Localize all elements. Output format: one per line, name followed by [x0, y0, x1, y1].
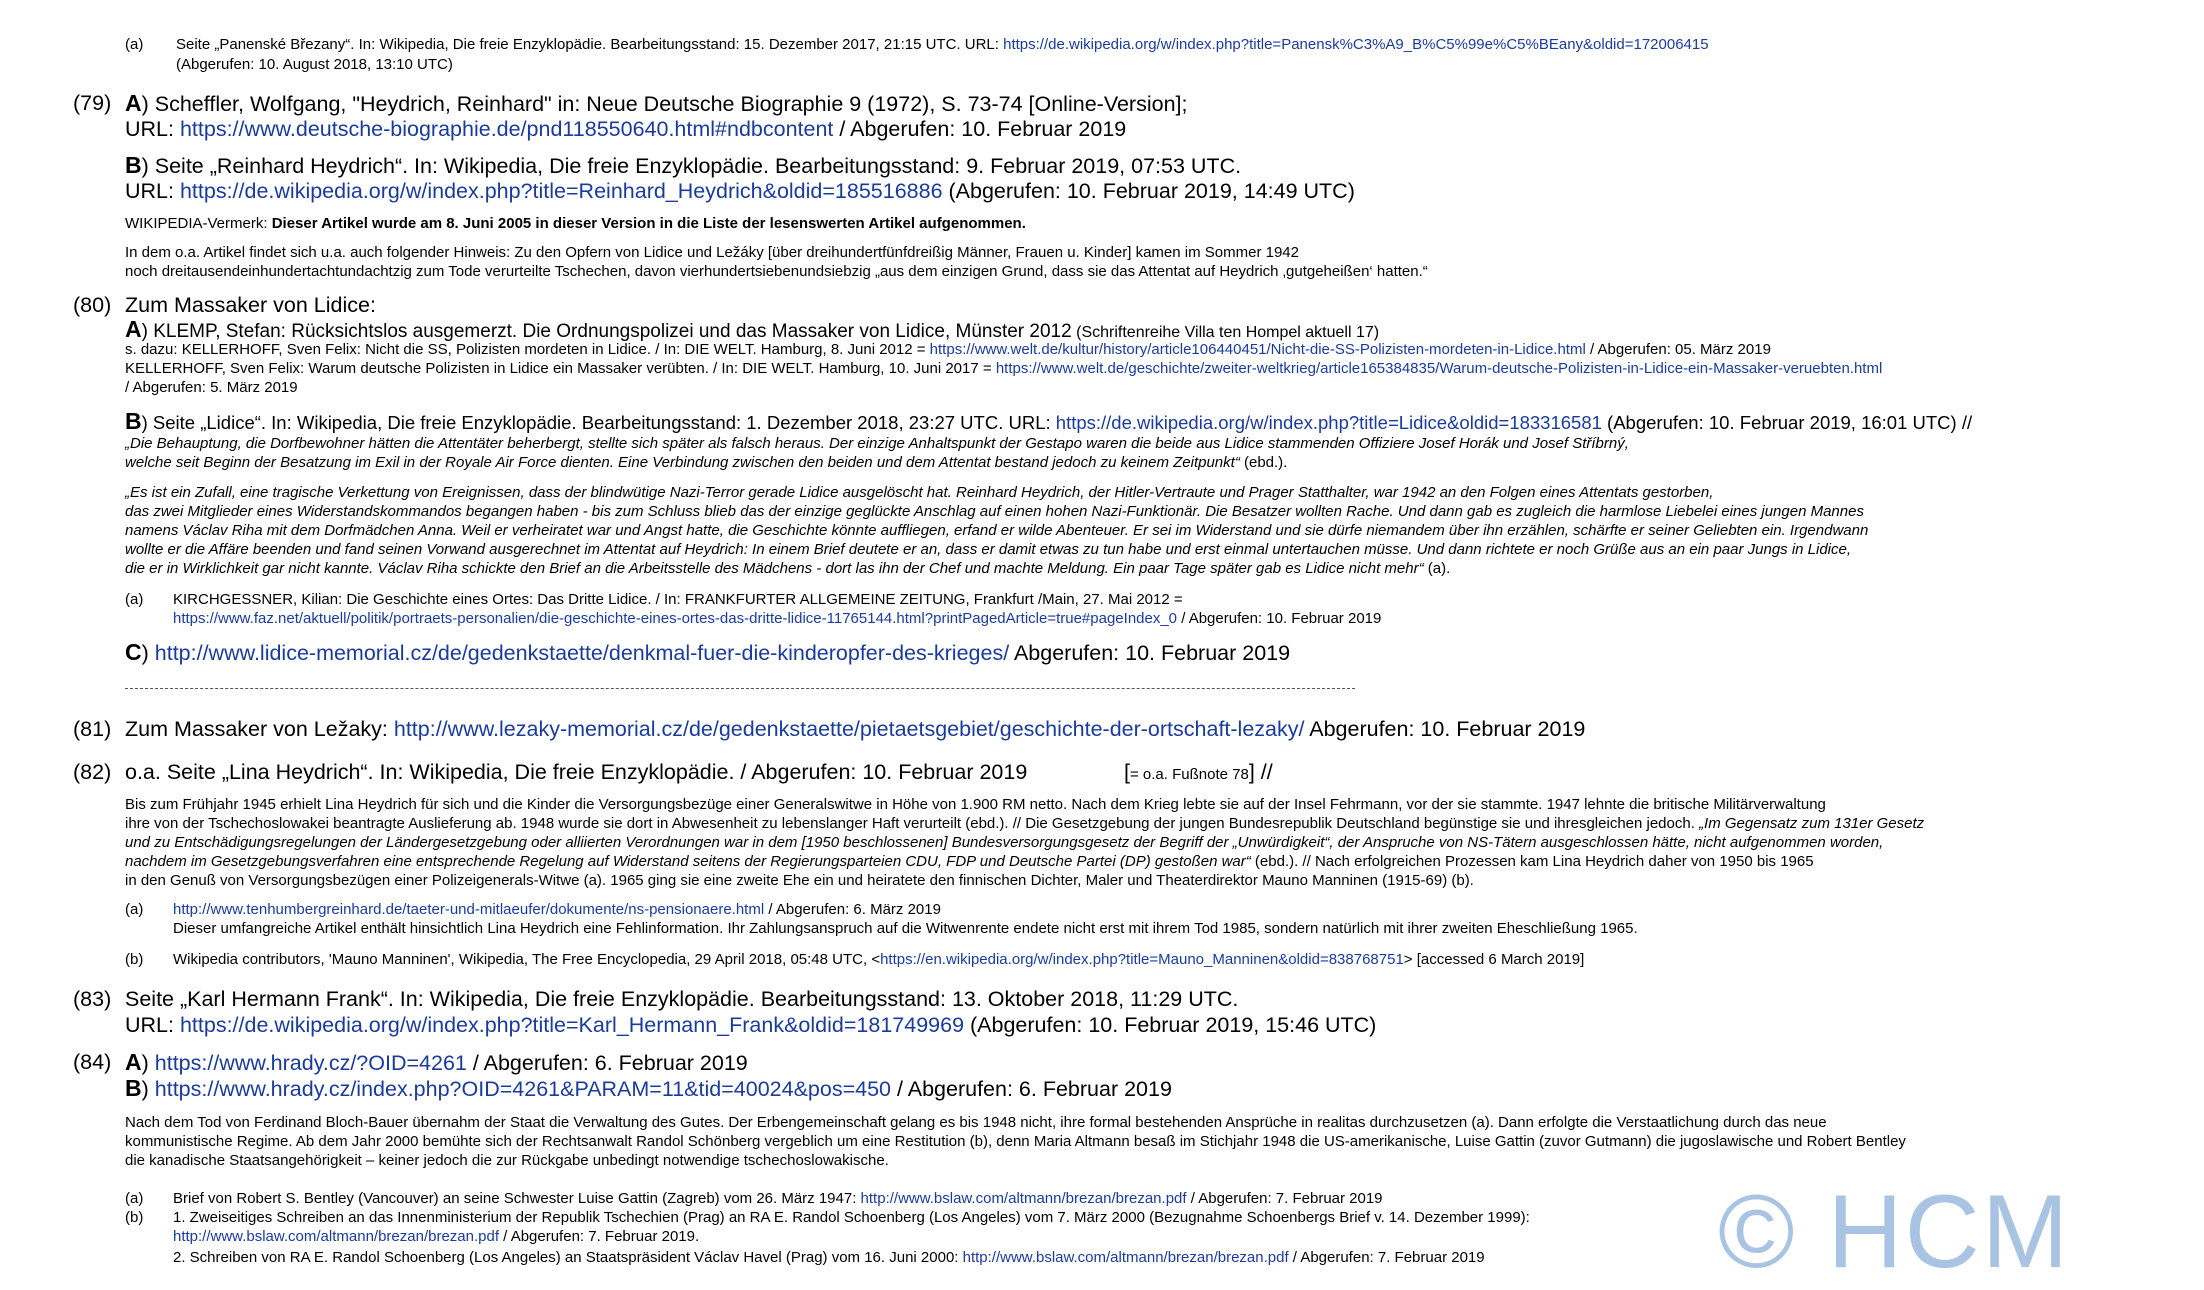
welt-article2-link[interactable]: https://www.welt.de/geschichte/zweiter-weltkrieg/article165384835/Warum-deutsche-Polizisten-in-Lidice-ein-Massaker-veruebten.html	[995, 360, 1883, 377]
n82-p1: Bis zum Frühjahr 1945 erhielt Lina Heydrich für sich und die Kinder die Versorgungsbezüge einer Generalswitwe in Höhe von 1.900 RM netto. Nach dem Krieg lebte sie auf der Insel Fehrmann, vor der sie stammte. 1947 lehnte die britische Militärverwaltung	[125, 796, 1826, 813]
n80-a-main: A) KLEMP, Stefan: Rücksichtslos ausgemerzt. Die Ordnungspolizei und das Massaker von Lidice, Münster 2012 (Schriftenreihe Villa ten Hompel aktuell 17)	[125, 316, 1380, 342]
top-ref-line2: (Abgerufen: 10. August 2018, 13:10 UTC)	[176, 56, 453, 73]
n80-quote1-l1: „Die Behauptung, die Dorfbewohner hätten die Attentäter beherbergt, stellte sich später als falsch heraus. Der einzige Anhaltspunkt der Gestapo waren die beide aus Lidice stammenden Offiziere Josef Horák und Josef Stříbrný,	[125, 435, 1629, 452]
wikipedia-note: WIKIPEDIA-Vermerk: Dieser Artikel wurde am 8. Juni 2005 in dieser Version in die Liste der lesenswerten Artikel aufgenommen.	[125, 215, 1026, 232]
n84-fa-l1: Brief von Robert S. Bentley (Vancouver) an seine Schwester Luise Gattin (Zagreb) vom 26. März 1947: http://www.bslaw.com/altmann/brezan/brezan.pdf / Abgerufen: 7. Februar 2019	[173, 1190, 1383, 1207]
welt-article-link[interactable]: https://www.welt.de/kultur/history/article106440451/Nicht-die-SS-Polizisten-mordeten-in-Lidice.html	[929, 341, 1586, 358]
tenhumberg-link[interactable]: http://www.tenhumbergreinhard.de/taeter-und-mitlaeufer/dokumente/ns-pensionaere.html	[173, 901, 765, 918]
n82-fa-l1: http://www.tenhumbergreinhard.de/taeter-und-mitlaeufer/dokumente/ns-pensionaere.html / Abgerufen: 6. März 2019	[173, 901, 941, 918]
wikipedia-manninen-link[interactable]: https://en.wikipedia.org/w/index.php?title=Mauno_Manninen&oldid=838768751	[880, 951, 1404, 968]
wikipedia-lidice-link[interactable]: https://de.wikipedia.org/w/index.php?title=Lidice&oldid=183316581	[1055, 412, 1602, 433]
n80-a-s1: s. dazu: KELLERHOFF, Sven Felix: Nicht die SS, Polizisten mordeten in Lidice. / In: DIE WELT. Hamburg, 8. Juni 2012 = https://www.welt.de/kultur/history/article106440451/Nicht-die-SS-Polizisten-mordeten-in-Lidice.html / Abgerufen: 05. März 2019	[125, 341, 1771, 358]
n84-p3: die kanadische Staatsangehörigkeit – keiner jedoch die zur Rückgabe unbedingt notwendige tschechoslowakische.	[125, 1152, 889, 1169]
n82-p4: nachdem im Gesetzgebungsverfahren eine entsprechende Regelung auf Widerstand seitens der Regierungsparteien CDU, FDP und Deutsche Partei (DP) gestoßen war“ (ebd.). // Nach erfolgreichen Prozessen kam Lina Heydrich daher von 1950 bis 1965	[125, 853, 1814, 870]
top-ref-line1: Seite „Panenské Březany“. In: Wikipedia, Die freie Enzyklopädie. Bearbeitungsstand: 15. Dezember 2017, 21:15 UTC. URL: https://de.wikipedia.org/w/index.php?title=Panensk%C3%A9_B%C5%99e%C5%BEany&oldid=172006415	[176, 36, 1709, 53]
footnote-number: (82)	[73, 760, 112, 784]
n79-a-line2: URL: https://www.deutsche-biographie.de/pnd118550640.html#ndbcontent / Abgerufen: 10. Februar 2019	[125, 117, 1127, 141]
n84-p2: kommunistische Regime. Ab dem Jahr 2000 bemühte sich der Rechtsanwalt Randol Schönberg vergeblich um eine Restitution (b), denn Maria Altmann besaß im Stichjahr 1948 die US-amerikanische, Luise Gattin (zuvor Gutmann) die jugoslawische und Robert Bentley	[125, 1133, 1906, 1150]
n84-fb-l3: 2. Schreiben von RA E. Randol Schoenberg (Los Angeles) an Staatspräsident Václav Havel (Prag) vom 16. Juni 2000: http://www.bslaw.com/altmann/brezan/brezan.pdf / Abgerufen: 7. Februar 2019	[173, 1249, 1485, 1266]
n79-b-line2: URL: https://de.wikipedia.org/w/index.php?title=Reinhard_Heydrich&oldid=185516886 (Abgerufen: 10. Februar 2019, 14:49 UTC)	[125, 179, 1355, 203]
n79-para1: In dem o.a. Artikel findet sich u.a. auch folgender Hinweis: Zu den Opfern von Lidice und Ležáky [über dreihundertfünfdreißig Männer, Frauen u. Kinder] kamen im Sommer 1942	[125, 244, 1299, 261]
n80-quote2-l1: „Es ist ein Zufall, eine tragische Verkettung von Ereignissen, dass der blindwütige Nazi-Terror gerade Lidice ausgelöscht hat. Reinhard Heydrich, der Hitler-Vertraute und Prager Statthalter, war 1942 an den Folgen eines Attentats gestorben,	[125, 484, 1714, 501]
lidice-memorial-link[interactable]: http://www.lidice-memorial.cz/de/gedenkstaette/denkmal-fuer-die-kinderopfer-des-krieges/	[154, 641, 1010, 665]
n82-bracket: [= o.a. Fußnote 78] //	[1124, 760, 1273, 784]
bslaw-link-2[interactable]: http://www.bslaw.com/altmann/brezan/brezan.pdf	[173, 1228, 500, 1245]
footnote-number: (80)	[73, 293, 112, 317]
wikipedia-heydrich-link[interactable]: https://de.wikipedia.org/w/index.php?title=Reinhard_Heydrich&oldid=185516886	[179, 179, 943, 203]
n82-p5: in den Genuß von Versorgungsbezügen einer Polizeigenerals-Witwe (a). 1965 ging sie eine zweite Ehe ein und heiratete den finnischen Dichter, Maler und Theaterdirektor Mauno Manninen (1915-69) (b).	[125, 872, 1474, 889]
n84-fb-l2: http://www.bslaw.com/altmann/brezan/brezan.pdf / Abgerufen: 7. Februar 2019.	[173, 1228, 700, 1245]
deutsche-biographie-link[interactable]: https://www.deutsche-biographie.de/pnd118550640.html#ndbcontent	[179, 117, 834, 141]
n80-quote2-l2: das zwei Mitglieder eines Widerstandskommandos begangen haben - bis zum Schluss blieb das der einzige geglückte Anschlag auf einen hohen Nazi-Funktionär. Die Besatzer wollten Rache. Und dann gab es zugleich die harmlose Liebelei eines jungen Mannes	[125, 503, 1864, 520]
copyright-watermark: © HCM	[1718, 1174, 2071, 1290]
bslaw-link-3[interactable]: http://www.bslaw.com/altmann/brezan/brezan.pdf	[962, 1249, 1289, 1266]
n82-title: o.a. Seite „Lina Heydrich“. In: Wikipedia, Die freie Enzyklopädie. / Abgerufen: 10. Februar 2019	[125, 760, 1028, 784]
section-divider	[125, 688, 1355, 689]
footnote-number: (79)	[73, 91, 112, 115]
footnote-label: (a)	[125, 36, 144, 53]
hrady-index-link[interactable]: https://www.hrady.cz/index.php?OID=4261&PARAM=11&tid=40024&pos=450	[154, 1077, 892, 1101]
n80-a-s3: / Abgerufen: 5. März 2019	[125, 379, 298, 396]
n80-quote2-l5: die er in Wirklichkeit gar nicht kannte. Václav Riha schickte den Brief an die Arbeitsstelle des Mädchens - dort las ihn der Chef und machte Meldung. Ein paar Tage später gab es Lidice nicht mehr“ (a).	[125, 560, 1451, 577]
n80-fa-l2: https://www.faz.net/aktuell/politik/portraets-personalien/die-geschichte-eines-ortes-das-dritte-lidice-11765144.html?printPagedArticle=true#pageIndex_0 / Abgerufen: 10. Februar 2019	[173, 610, 1382, 627]
n80-a-s2: KELLERHOFF, Sven Felix: Warum deutsche Polizisten in Lidice ein Massaker verübten. / In: DIE WELT. Hamburg, 10. Juni 2017 = https://www.welt.de/geschichte/zweiter-weltkrieg/article165384835/Warum-deutsche-Polizisten-in-Lidice-ein-Massaker-veruebten.html	[125, 360, 1883, 377]
n80-fa-l1: KIRCHGESSNER, Kilian: Die Geschichte eines Ortes: Das Dritte Lidice. / In: FRANKFURTER ALLGEMEINE ZEITUNG, Frankfurt /Main, 27. Mai 2012 =	[173, 591, 1183, 608]
n79-para2: noch dreitausendeinhundertachtundachtzig zum Tode verurteilte Tschechen, davon vierhundertsiebenundsiebzig „aus dem einzigen Grund, dass sie das Attentat auf Heydrich ‚gutgeheißen‘ hatten.“	[125, 263, 1428, 280]
footnote-number: (81)	[73, 717, 112, 741]
footnote-label: (a)	[125, 901, 144, 918]
n84-b-line: B) https://www.hrady.cz/index.php?OID=4261&PARAM=11&tid=40024&pos=450 / Abgerufen: 6. Februar 2019	[125, 1075, 1172, 1101]
hrady-link[interactable]: https://www.hrady.cz/?OID=4261	[154, 1051, 467, 1075]
footnote-number: (83)	[73, 987, 112, 1011]
n82-fb-l1: Wikipedia contributors, 'Mauno Manninen', Wikipedia, The Free Encyclopedia, 29 April 2018, 05:48 UTC, <https://en.wikipedia.org/w/index.php?title=Mauno_Manninen&oldid=838768751> [accessed 6 March 2019]	[173, 951, 1585, 968]
n80-quote1-l2: welche seit Beginn der Besatzung im Exil in der Royale Air Force dienten. Eine Verbindung zwischen den beiden und dem Attentat bestand jedoch zu keinem Zeitpunkt“ (ebd.).	[125, 454, 1288, 471]
footnote-label: (a)	[125, 591, 144, 608]
n80-title: Zum Massaker von Lidice:	[125, 293, 376, 317]
n80-quote2-l3: namens Václav Riha mit dem Dorfmädchen Anna. Weil er verheiratet war und Angst hatte, die Geschichte könnte auffliegen, erfand er wilde Abenteuer. Er sei im Widerstand und sie dürfe niemandem über ihn erzählen, schärfte er seiner Geliebten ein. Irgendwann	[125, 522, 1869, 539]
footnote-label: (b)	[125, 951, 144, 968]
footnote-label: (a)	[125, 1190, 144, 1207]
n82-fa-l2: Dieser umfangreiche Artikel enthält hinsichtlich Lina Heydrich eine Fehlinformation. Ihr Zahlungsanspruch auf die Witwenrente endete nicht erst mit ihrem Tod 1985, sondern natürlich mit ihrer zweiten Eheschließung 1965.	[173, 920, 1638, 937]
n84-fb-l1: 1. Zweiseitiges Schreiben an das Innenministerium der Republik Tschechien (Prag) an RA E. Randol Schoenberg (Los Angeles) vom 7. März 2000 (Bezugnahme Schoenbergs Brief v. 14. Dezember 1999):	[173, 1209, 1530, 1226]
footnote-label: (b)	[125, 1209, 144, 1226]
lezaky-memorial-link[interactable]: http://www.lezaky-memorial.cz/de/gedenkstaette/pietaetsgebiet/geschichte-der-ortschaft-lezaky/	[393, 717, 1305, 741]
footnote-number: (84)	[73, 1050, 112, 1074]
n84-a-line: A) https://www.hrady.cz/?OID=4261 / Abgerufen: 6. Februar 2019	[125, 1049, 748, 1075]
wikipedia-frank-link[interactable]: https://de.wikipedia.org/w/index.php?title=Karl_Hermann_Frank&oldid=181749969	[179, 1013, 965, 1037]
n80-b-line: B) Seite „Lidice“. In: Wikipedia, Die freie Enzyklopädie. Bearbeitungsstand: 1. Dezember 2018, 23:27 UTC. URL: https://de.wikipedia.org/w/index.php?title=Lidice&oldid=183316581 (Abgerufen: 10. Februar 2019, 16:01 UTC) //	[125, 408, 1973, 434]
n84-p1: Nach dem Tod von Ferdinand Bloch-Bauer übernahm der Staat die Verwaltung des Gutes. Der Erbengemeinschaft gelang es bis 1948 nicht, ihre formal bestehenden Ansprüche in realitas durchzusetzen (a). Dann erfolgte die Verstaatlichung durch das neue	[125, 1114, 1827, 1131]
n79-a-line1: A) Scheffler, Wolfgang, "Heydrich, Reinhard" in: Neue Deutsche Biographie 9 (1972), S. 73-74 [Online-Version];	[125, 90, 1188, 116]
n83-line2: URL: https://de.wikipedia.org/w/index.php?title=Karl_Hermann_Frank&oldid=181749969 (Abgerufen: 10. Februar 2019, 15:46 UTC)	[125, 1013, 1377, 1037]
n82-p3: und zu Entschädigungsregelungen der Ländergesetzgebung oder alliierten Verordnungen war in dem [1950 beschlossenen] Bundesversorgungsgesetz der Begriff der „Unwürdigkeit“, der Anspruche von NS-Tätern ausgeschlossen hätte, nicht aufgenommen worden,	[125, 834, 1884, 851]
faz-article-link[interactable]: https://www.faz.net/aktuell/politik/portraets-personalien/die-geschichte-eines-ortes-das-dritte-lidice-11765144.html?printPagedArticle=true#pageIndex_0	[173, 610, 1178, 627]
bslaw-link[interactable]: http://www.bslaw.com/altmann/brezan/brezan.pdf	[860, 1190, 1187, 1207]
n79-b-line1: B) Seite „Reinhard Heydrich“. In: Wikipedia, Die freie Enzyklopädie. Bearbeitungsstand: 9. Februar 2019, 07:53 UTC.	[125, 152, 1242, 178]
n81-line: Zum Massaker von Ležaky: http://www.lezaky-memorial.cz/de/gedenkstaette/pietaetsgebiet/geschichte-der-ortschaft-lezaky/ Abgerufen: 10. Februar 2019	[125, 717, 1586, 741]
n83-line1: Seite „Karl Hermann Frank“. In: Wikipedia, Die freie Enzyklopädie. Bearbeitungsstand: 13. Oktober 2018, 11:29 UTC.	[125, 987, 1239, 1011]
n82-p2: ihre von der Tschechoslowakei beantragte Auslieferung ab. 1948 wurde sie dort in Abwesenheit zu lebenslanger Haft verurteilt (ebd.). // Die Gesetzgebung der jungen Bundesrepublik Deutschland begünstige sie und ihresgleichen jedoch. „Im Gegensatz zum 131er Gesetz	[125, 815, 1925, 832]
n80-quote2-l4: wollte er die Affäre beenden und fand seinen Vorwand ausgerechnet im Attentat auf Heydrich: In einem Brief deutete er an, dass er damit etwas zu tun habe und erst einmal untertauchen müsse. Und dann richtete er noch Grüße aus an ein paar Jungs in Lidice,	[125, 541, 1852, 558]
panenske-brezany-link[interactable]: https://de.wikipedia.org/w/index.php?title=Panensk%C3%A9_B%C5%99e%C5%BEany&oldid=172006415	[1003, 36, 1709, 53]
n80-c-line: C) http://www.lidice-memorial.cz/de/gedenkstaette/denkmal-fuer-die-kinderopfer-des-krieges/ Abgerufen: 10. Februar 2019	[125, 639, 1291, 665]
